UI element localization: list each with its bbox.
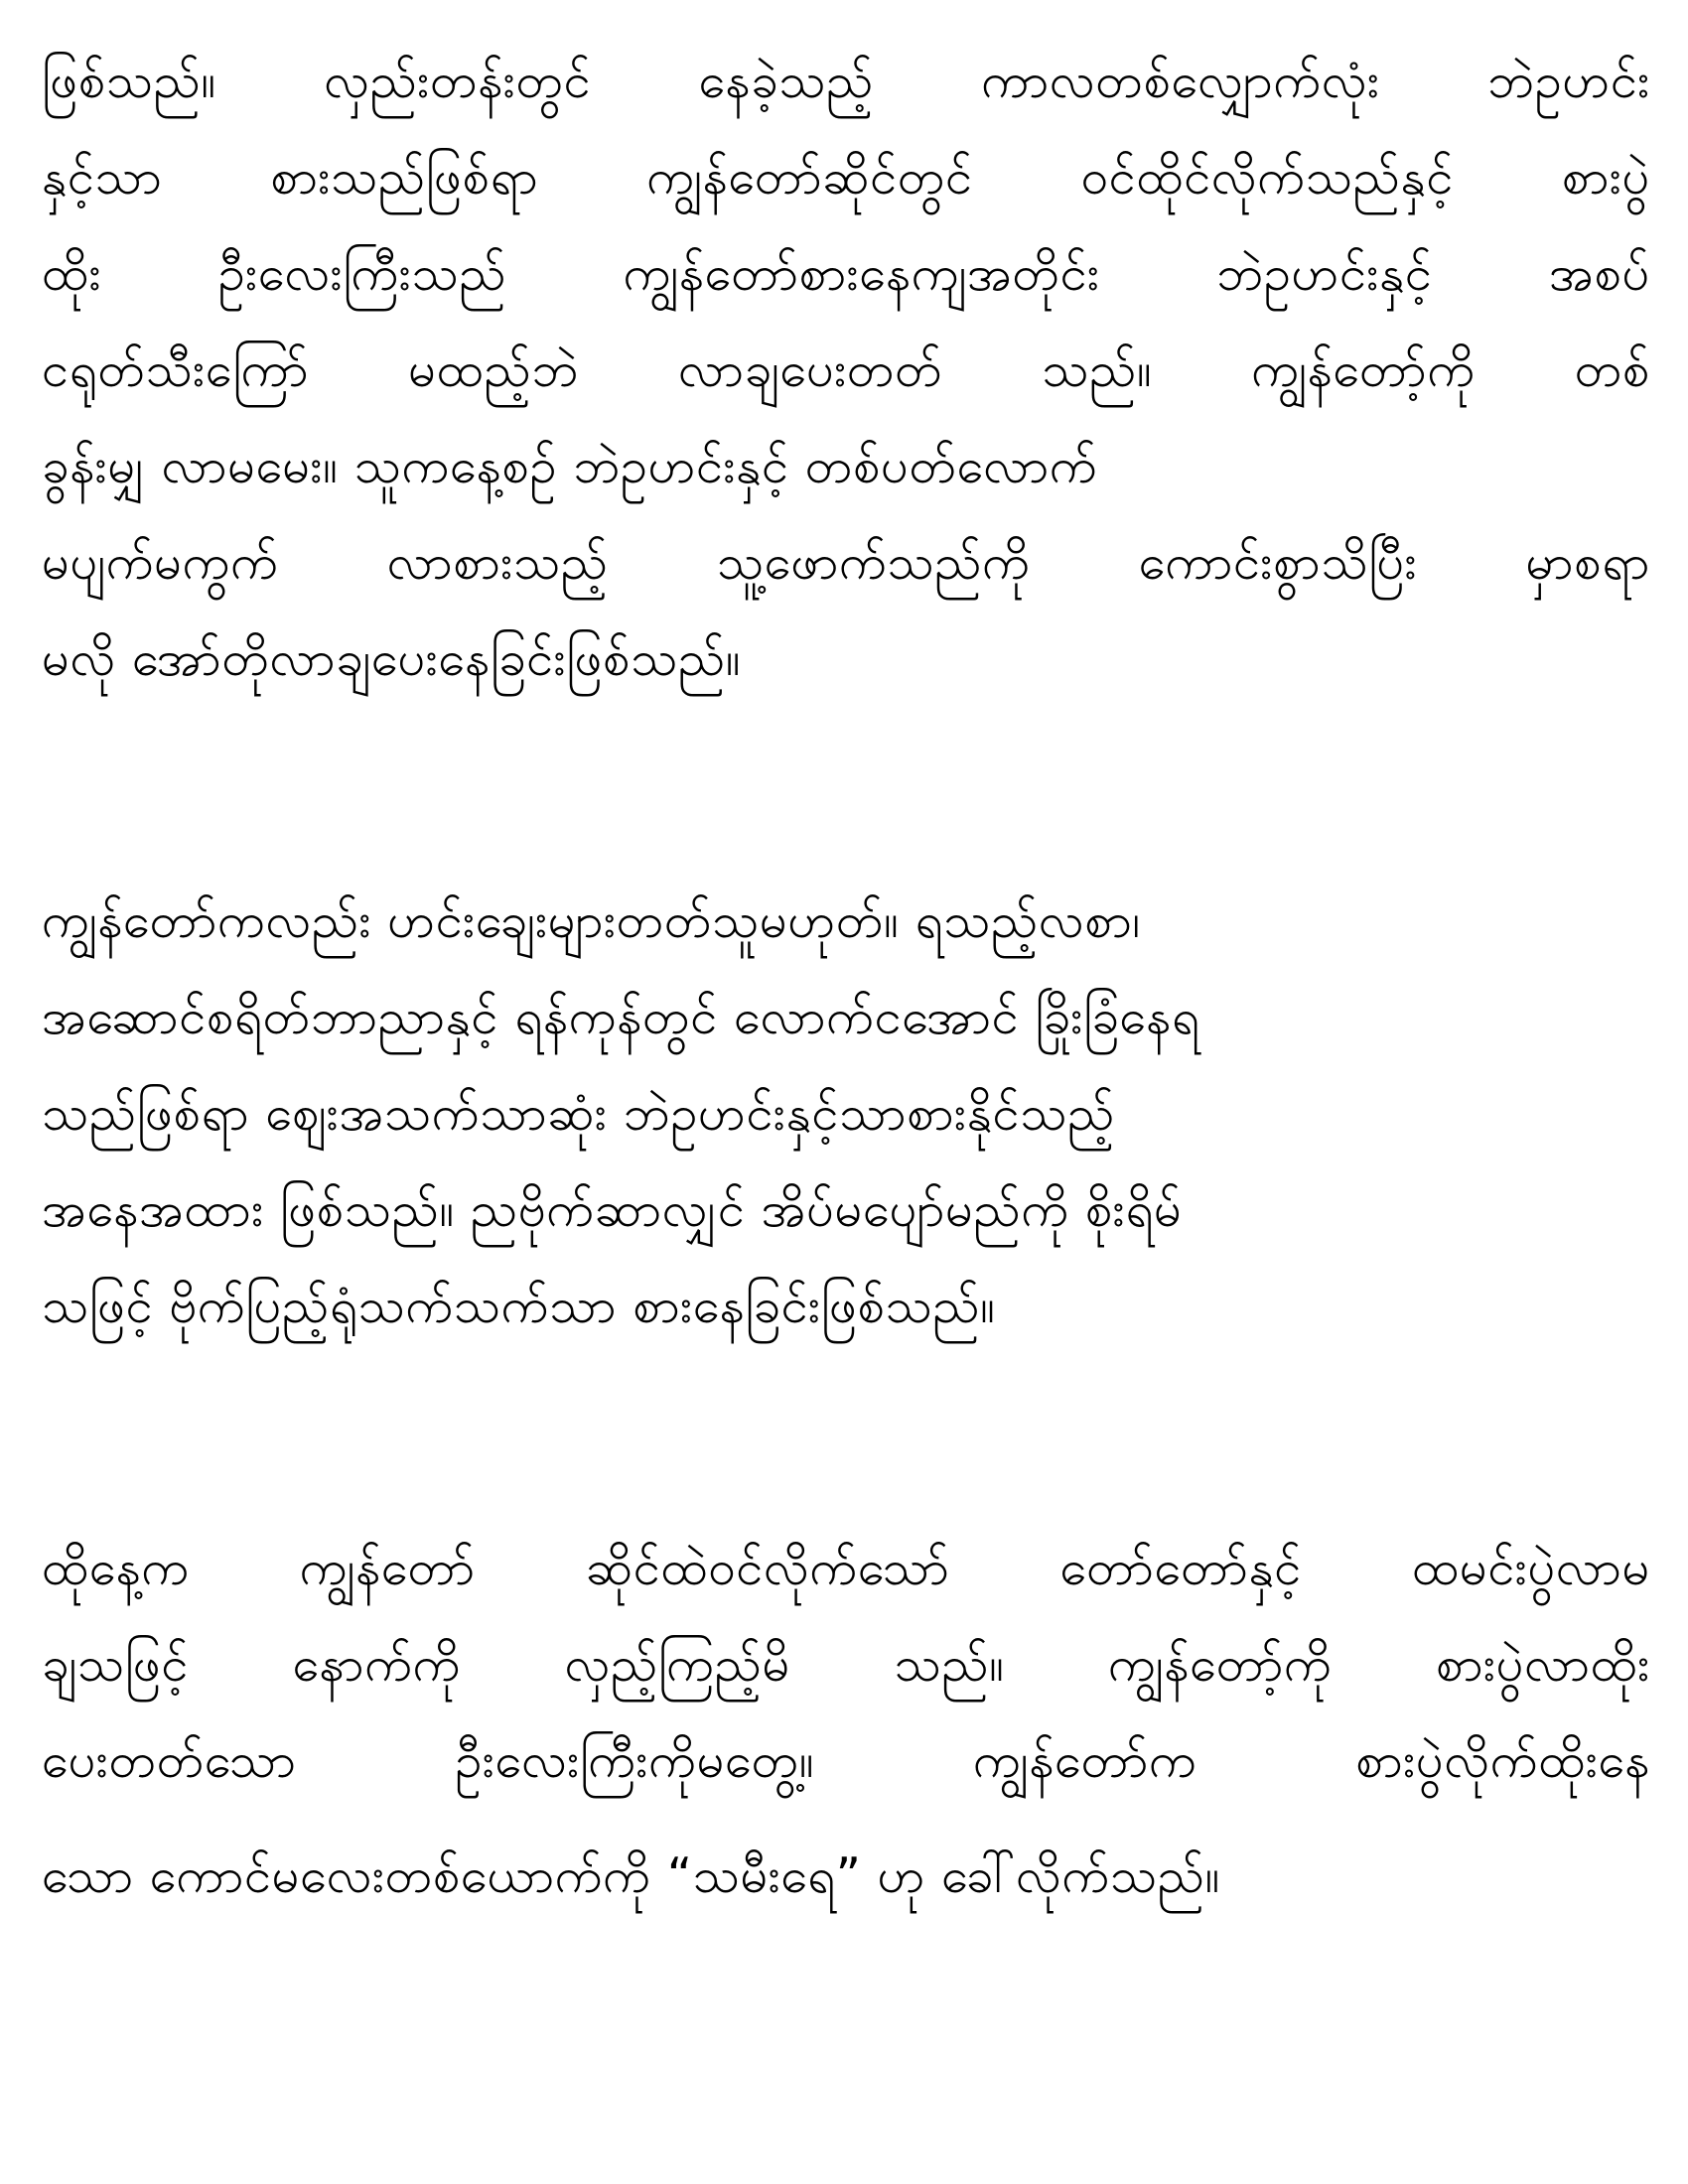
text-line: ထိုနေ့က ကျွန်တော် ဆိုင်ထဲဝင်လိုက်သော် တော်တော်နှင့် ထမင်းပွဲလာမ	[42, 1540, 1650, 1596]
text-line: ငရုတ်သီးကြော် မထည့်ဘဲ လာချပေးတတ် သည်။ ကျွန်တော့်ကို တစ်	[42, 341, 1650, 398]
text-line: သဖြင့် ဗိုက်ပြည့်ရုံသက်သက်သာ စားနေခြင်းဖြစ်သည်။	[42, 1278, 996, 1334]
text-line: အဆောင်စရိတ်ဘာညာနှင့် ရန်ကုန်တွင် လောက်ငအောင် ခြိုးခြံနေရ	[42, 989, 1200, 1045]
text-line: မလို အော်တိုလာချပေးနေခြင်းဖြစ်သည်။	[42, 630, 742, 687]
text-line: ကျွန်တော်ကလည်း ဟင်းချေးများတတ်သူမဟုတ်။ ရသည့်လစာ၊	[42, 892, 1141, 949]
text-line: ခွန်းမျှ လာမမေး။ သူကနေ့စဉ် ဘဲဥဟင်းနှင့် တစ်ပတ်လောက်	[42, 438, 1098, 494]
text-line: ထိုး ဦးလေးကြီးသည် ကျွန်တော်စားနေကျအတိုင်း ဘဲဥဟင်းနှင့် အစပ်	[42, 245, 1650, 302]
text-line: သည်ဖြစ်ရာ ဈေးအသက်သာဆုံး ဘဲဥဟင်းနှင့်သာစားနိုင်သည့်	[42, 1085, 1115, 1142]
text-line: အနေအထား ဖြစ်သည်။ ညဗိုက်ဆာလျှင် အိပ်မပျော်မည်ကို စိုးရိမ်	[42, 1181, 1183, 1238]
text-line: ဖြစ်သည်။ လှည်းတန်းတွင် နေခဲ့သည့် ကာလတစ်လျှောက်လုံး ဘဲဥဟင်း	[42, 53, 1650, 109]
text-line: သော ကောင်မလေးတစ်ယောက်ကို “သမီးရေ” ဟု ခေါ်လိုက်သည်။	[42, 1847, 1220, 1904]
text-line: နှင့်သာ စားသည်ဖြစ်ရာ ကျွန်တော်ဆိုင်တွင် ဝင်ထိုင်လိုက်သည်နှင့် စားပွဲ	[42, 149, 1650, 205]
text-line: မပျက်မကွက် လာစားသည့် သူ့ဖောက်သည်ကို ကောင်းစွာသိပြီး မှာစရာ	[42, 534, 1650, 591]
text-line: ပေးတတ်သော ဦးလေးကြီးကိုမတွေ့။ ကျွန်တော်က စားပွဲလိုက်ထိုးနေ	[42, 1732, 1650, 1789]
text-line: ချသဖြင့် နောက်ကို လှည့်ကြည့်မိ သည်။ ကျွန်တော့်ကို စားပွဲလာထိုး	[42, 1636, 1650, 1693]
